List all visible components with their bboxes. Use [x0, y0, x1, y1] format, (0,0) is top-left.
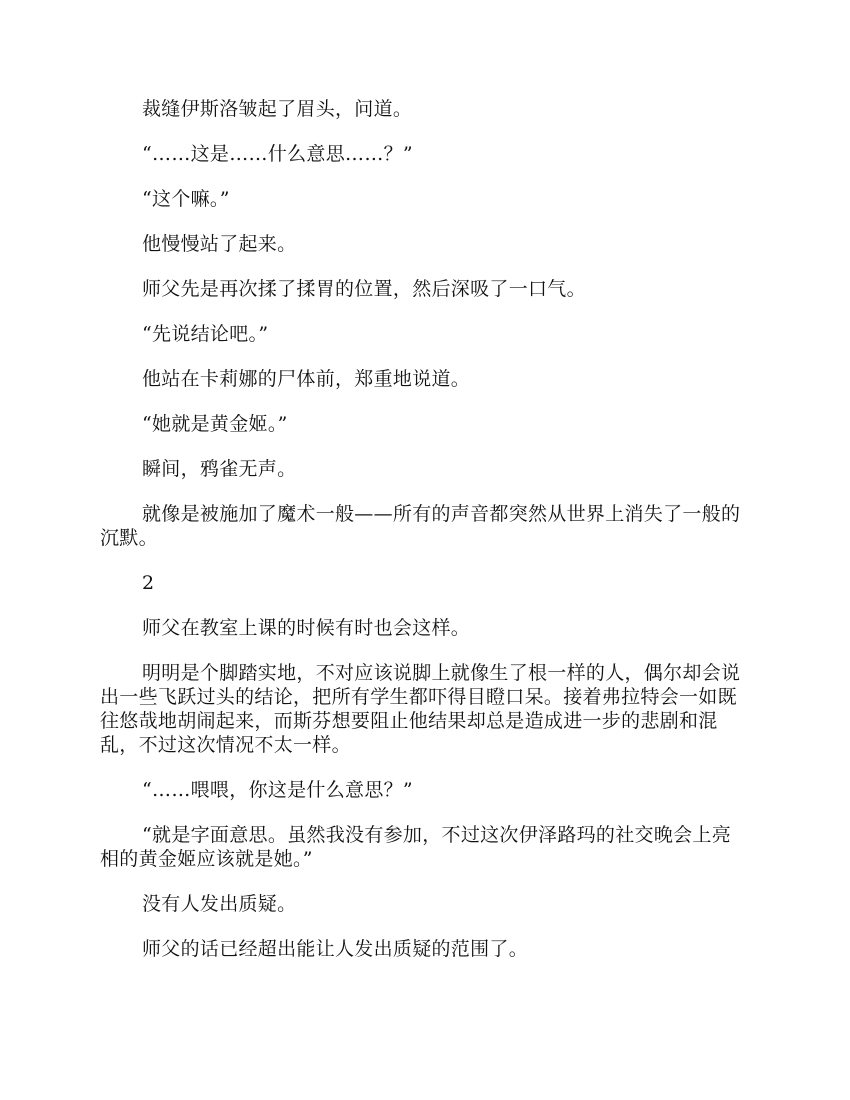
paragraph: 裁缝伊斯洛皱起了眉头，问道。	[142, 98, 413, 120]
paragraph: 他站在卡莉娜的尸体前，郑重地说道。	[142, 368, 471, 390]
paragraph: “这个嘛。”	[142, 188, 230, 210]
paragraph: 他慢慢站了起来。	[142, 233, 297, 255]
section-number: 2	[142, 572, 155, 594]
paragraph: “她就是黄金姬。”	[142, 413, 288, 435]
paragraph: “就是字面意思。虽然我没有参加，不过这次伊泽路玛的社交晚会上亮相的黄金姬应该就是她。”	[100, 824, 732, 870]
paragraph: 师父的话已经超出能让人发出质疑的范围了。	[142, 938, 529, 960]
paragraph: 就像是被施加了魔术一般——所有的声音都突然从世界上消失了一般的沉默。	[100, 503, 741, 549]
paragraph: 没有人发出质疑。	[142, 893, 297, 915]
paragraph: “……这是……什么意思……？”	[142, 143, 413, 165]
paragraph: 师父先是再次揉了揉胃的位置，然后深吸了一口气。	[142, 278, 586, 300]
paragraph: 师父在教室上课的时候有时也会这样。	[142, 617, 471, 639]
paragraph: 瞬间，鸦雀无声。	[142, 458, 297, 480]
paragraph: 明明是个脚踏实地，不对应该说脚上就像生了根一样的人，偶尔却会说出一些飞跃过头的结论，把所有学生都吓得目瞪口呆。接着弗拉特会一如既往悠哉地胡闹起来，而斯芬想要阻止他结果却总是造成进一步的悲剧和混乱，不过这次情况不太一样。	[100, 662, 741, 756]
paragraph: “……喂喂，你这是什么意思？”	[142, 779, 413, 801]
paragraph: “先说结论吧。”	[142, 323, 269, 345]
